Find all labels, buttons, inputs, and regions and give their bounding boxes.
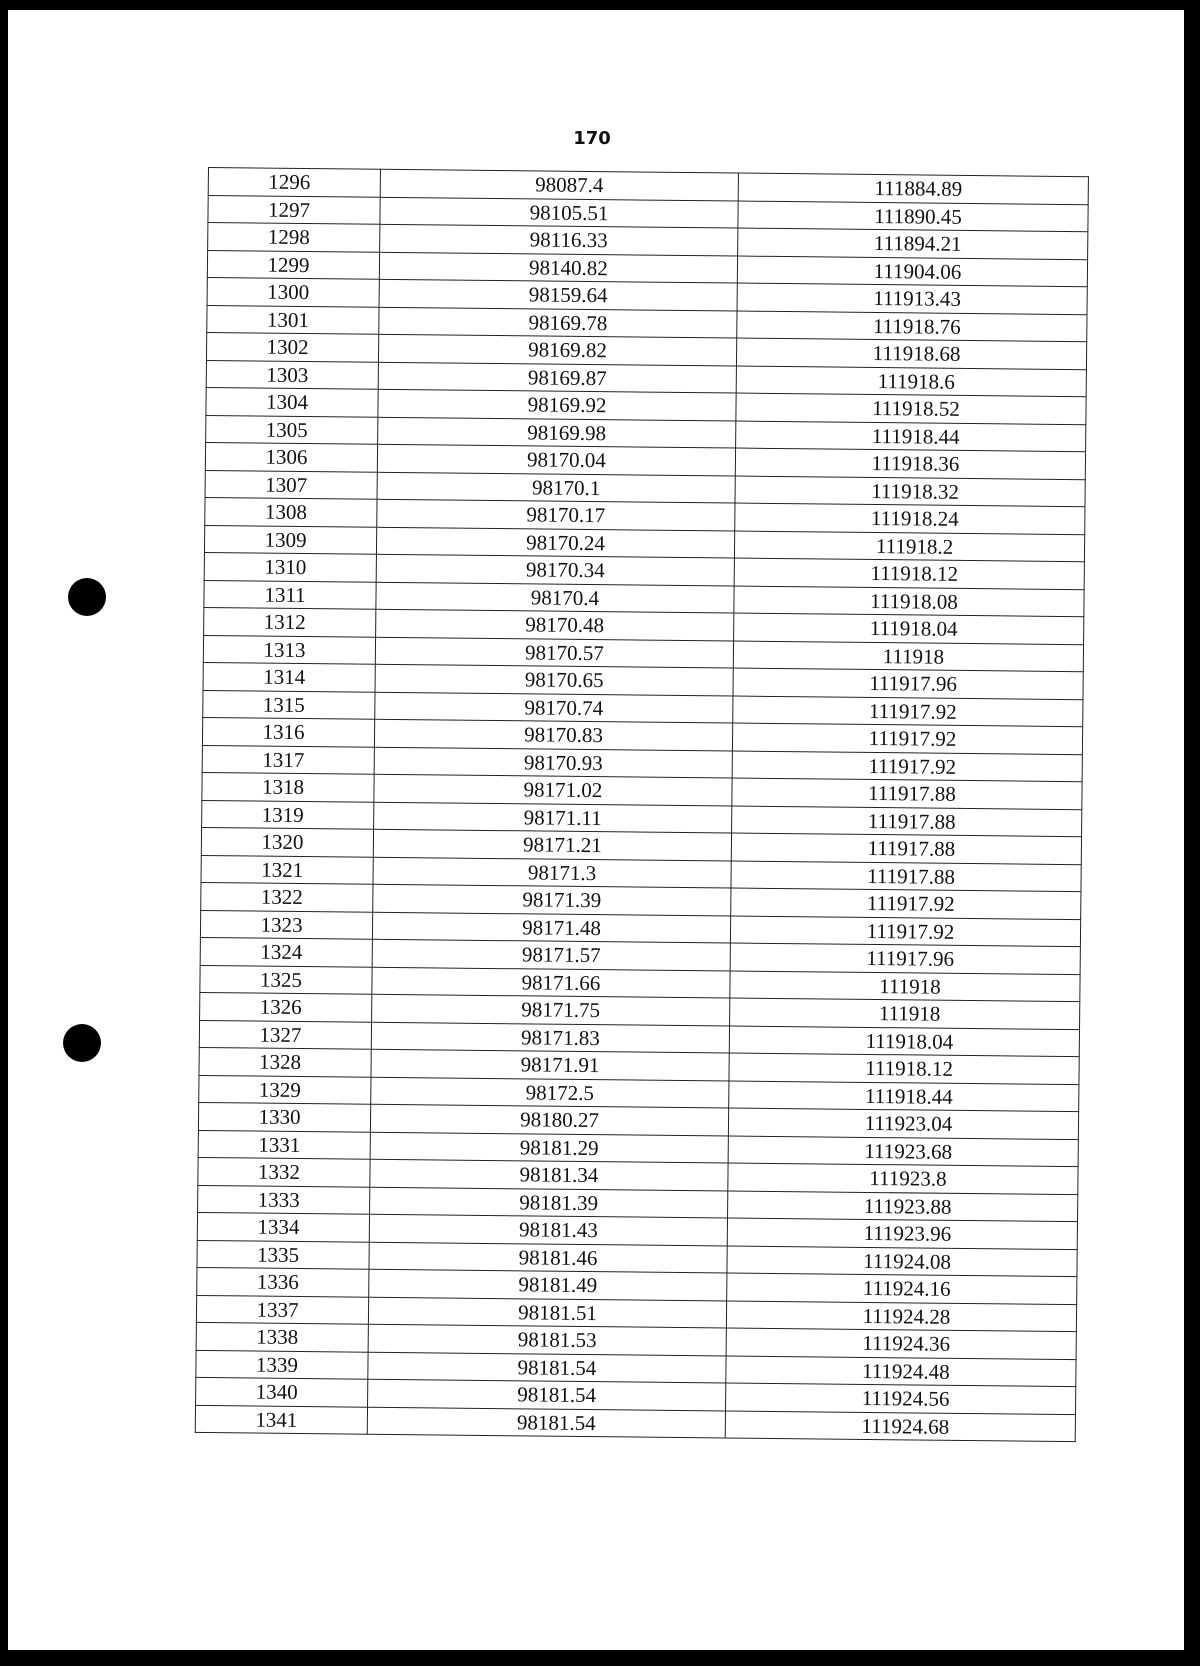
row-index-cell: 1341 — [195, 1405, 367, 1434]
second-value-cell: 111918.52 — [736, 393, 1086, 424]
row-index-cell: 1301 — [207, 305, 379, 334]
row-index-cell: 1339 — [196, 1350, 368, 1379]
second-value-cell: 111917.92 — [731, 888, 1081, 919]
data-table — [195, 167, 1089, 1442]
data-table-container — [195, 167, 1088, 1442]
row-index-cell: 1310 — [204, 552, 376, 581]
first-value-cell: 98170.93 — [374, 747, 732, 778]
second-value-cell: 111917.92 — [732, 751, 1082, 782]
second-value-cell: 111913.43 — [737, 283, 1087, 314]
row-index-cell: 1303 — [206, 360, 378, 389]
second-value-cell: 111923.68 — [728, 1136, 1078, 1167]
row-index-cell: 1317 — [202, 745, 374, 774]
first-value-cell: 98171.48 — [372, 912, 730, 943]
first-value-cell: 98181.43 — [369, 1214, 727, 1245]
row-index-cell: 1309 — [204, 525, 376, 554]
first-value-cell: 98171.57 — [372, 939, 730, 970]
first-value-cell: 98170.65 — [375, 664, 733, 695]
punch-hole-top — [68, 578, 106, 616]
first-value-cell: 98171.83 — [371, 1022, 729, 1053]
second-value-cell: 111924.16 — [727, 1273, 1077, 1304]
first-value-cell: 98170.04 — [377, 444, 735, 475]
first-value-cell: 98170.17 — [377, 499, 735, 530]
row-index-cell: 1340 — [196, 1377, 368, 1406]
first-value-cell: 98170.83 — [374, 719, 732, 750]
first-value-cell: 98181.54 — [367, 1407, 725, 1438]
first-value-cell: 98170.57 — [375, 637, 733, 668]
document-page — [8, 10, 1184, 1650]
first-value-cell: 98170.74 — [375, 692, 733, 723]
row-index-cell: 1302 — [206, 332, 378, 361]
row-index-cell: 1322 — [201, 882, 373, 911]
first-value-cell: 98169.98 — [378, 417, 736, 448]
second-value-cell: 111924.56 — [726, 1383, 1076, 1414]
second-value-cell: 111924.28 — [726, 1300, 1076, 1331]
first-value-cell: 98181.54 — [368, 1379, 726, 1410]
row-index-cell: 1296 — [208, 168, 380, 197]
second-value-cell: 111918 — [730, 998, 1080, 1029]
second-value-cell: 111918.04 — [734, 613, 1084, 644]
row-index-cell: 1312 — [204, 607, 376, 636]
row-index-cell: 1334 — [197, 1212, 369, 1241]
row-index-cell: 1335 — [197, 1240, 369, 1269]
second-value-cell: 111918.36 — [735, 448, 1085, 479]
second-value-cell: 111918 — [733, 641, 1083, 672]
row-index-cell: 1338 — [196, 1322, 368, 1351]
second-value-cell: 111918.6 — [736, 366, 1086, 397]
first-value-cell: 98140.82 — [379, 252, 737, 283]
second-value-cell: 111923.8 — [728, 1163, 1078, 1194]
first-value-cell: 98171.3 — [373, 857, 731, 888]
second-value-cell: 111918.12 — [729, 1053, 1079, 1084]
first-value-cell: 98171.02 — [374, 774, 732, 805]
data-table-body — [195, 168, 1088, 1442]
row-index-cell: 1307 — [205, 470, 377, 499]
row-index-cell: 1323 — [200, 910, 372, 939]
first-value-cell: 98181.49 — [369, 1269, 727, 1300]
first-value-cell: 98159.64 — [379, 279, 737, 310]
first-value-cell: 98087.4 — [380, 169, 738, 200]
first-value-cell: 98170.48 — [376, 609, 734, 640]
row-index-cell: 1305 — [206, 415, 378, 444]
second-value-cell: 111923.88 — [728, 1190, 1078, 1221]
second-value-cell: 111918.12 — [734, 558, 1084, 589]
second-value-cell: 111918.2 — [734, 531, 1084, 562]
second-value-cell: 111917.92 — [732, 723, 1082, 754]
row-index-cell: 1331 — [198, 1130, 370, 1159]
first-value-cell: 98181.51 — [368, 1297, 726, 1328]
second-value-cell: 111917.88 — [732, 778, 1082, 809]
row-index-cell: 1297 — [208, 195, 380, 224]
second-value-cell: 111884.89 — [738, 173, 1088, 204]
row-index-cell: 1332 — [198, 1157, 370, 1186]
first-value-cell: 98169.87 — [378, 362, 736, 393]
row-index-cell: 1298 — [208, 223, 380, 252]
first-value-cell: 98170.24 — [376, 527, 734, 558]
row-index-cell: 1311 — [204, 580, 376, 609]
row-index-cell: 1333 — [198, 1185, 370, 1214]
first-value-cell: 98170.1 — [377, 472, 735, 503]
row-index-cell: 1320 — [201, 827, 373, 856]
first-value-cell: 98169.92 — [378, 389, 736, 420]
first-value-cell: 98170.4 — [376, 582, 734, 613]
first-value-cell: 98171.66 — [372, 967, 730, 998]
first-value-cell: 98181.53 — [368, 1324, 726, 1355]
first-value-cell: 98170.34 — [376, 554, 734, 585]
second-value-cell: 111918.68 — [736, 338, 1086, 369]
row-index-cell: 1308 — [205, 497, 377, 526]
punch-hole-bottom — [63, 1024, 101, 1062]
first-value-cell: 98171.21 — [373, 829, 731, 860]
second-value-cell: 111917.88 — [731, 861, 1081, 892]
second-value-cell: 111918.32 — [735, 476, 1085, 507]
second-value-cell: 111924.36 — [726, 1328, 1076, 1359]
first-value-cell: 98181.39 — [370, 1187, 728, 1218]
second-value-cell: 111923.96 — [727, 1218, 1077, 1249]
row-index-cell: 1313 — [203, 635, 375, 664]
second-value-cell: 111918.24 — [735, 503, 1085, 534]
row-index-cell: 1329 — [199, 1075, 371, 1104]
row-index-cell: 1324 — [200, 937, 372, 966]
first-value-cell: 98171.11 — [374, 802, 732, 833]
first-value-cell: 98181.46 — [369, 1242, 727, 1273]
first-value-cell: 98169.82 — [378, 334, 736, 365]
second-value-cell: 111917.96 — [730, 943, 1080, 974]
first-value-cell: 98171.91 — [371, 1049, 729, 1080]
first-value-cell: 98171.75 — [372, 994, 730, 1025]
row-index-cell: 1330 — [198, 1102, 370, 1131]
second-value-cell: 111924.48 — [726, 1355, 1076, 1386]
row-index-cell: 1328 — [199, 1047, 371, 1076]
first-value-cell: 98181.54 — [368, 1352, 726, 1383]
second-value-cell: 111917.96 — [733, 668, 1083, 699]
first-value-cell: 98181.34 — [370, 1159, 728, 1190]
row-index-cell: 1299 — [207, 250, 379, 279]
row-index-cell: 1306 — [205, 442, 377, 471]
second-value-cell: 111924.68 — [725, 1410, 1075, 1441]
page-number: 170 — [573, 128, 611, 149]
first-value-cell: 98172.5 — [371, 1077, 729, 1108]
row-index-cell: 1318 — [202, 772, 374, 801]
first-value-cell: 98181.29 — [370, 1132, 728, 1163]
row-index-cell: 1319 — [202, 800, 374, 829]
second-value-cell: 111917.88 — [731, 833, 1081, 864]
row-index-cell: 1304 — [206, 387, 378, 416]
second-value-cell: 111917.92 — [733, 696, 1083, 727]
row-index-cell: 1325 — [200, 965, 372, 994]
row-index-cell: 1337 — [196, 1295, 368, 1324]
first-value-cell: 98180.27 — [370, 1104, 728, 1135]
second-value-cell: 111917.92 — [730, 916, 1080, 947]
second-value-cell: 111918.04 — [729, 1026, 1079, 1057]
second-value-cell: 111890.45 — [738, 201, 1088, 232]
second-value-cell: 111923.04 — [728, 1108, 1078, 1139]
first-value-cell: 98116.33 — [380, 224, 738, 255]
row-index-cell: 1326 — [200, 992, 372, 1021]
row-index-cell: 1316 — [202, 717, 374, 746]
row-index-cell: 1315 — [203, 690, 375, 719]
second-value-cell: 111918.44 — [729, 1081, 1079, 1112]
first-value-cell: 98169.78 — [379, 307, 737, 338]
first-value-cell: 98105.51 — [380, 197, 738, 228]
row-index-cell: 1327 — [199, 1020, 371, 1049]
second-value-cell: 111918.76 — [737, 311, 1087, 342]
second-value-cell: 111918.08 — [734, 586, 1084, 617]
second-value-cell: 111894.21 — [738, 228, 1088, 259]
second-value-cell: 111918 — [730, 971, 1080, 1002]
second-value-cell: 111904.06 — [737, 256, 1087, 287]
second-value-cell: 111918.44 — [736, 421, 1086, 452]
first-value-cell: 98171.39 — [373, 884, 731, 915]
row-index-cell: 1336 — [197, 1267, 369, 1296]
row-index-cell: 1314 — [203, 662, 375, 691]
second-value-cell: 111917.88 — [732, 806, 1082, 837]
row-index-cell: 1321 — [201, 855, 373, 884]
row-index-cell: 1300 — [207, 277, 379, 306]
second-value-cell: 111924.08 — [727, 1245, 1077, 1276]
